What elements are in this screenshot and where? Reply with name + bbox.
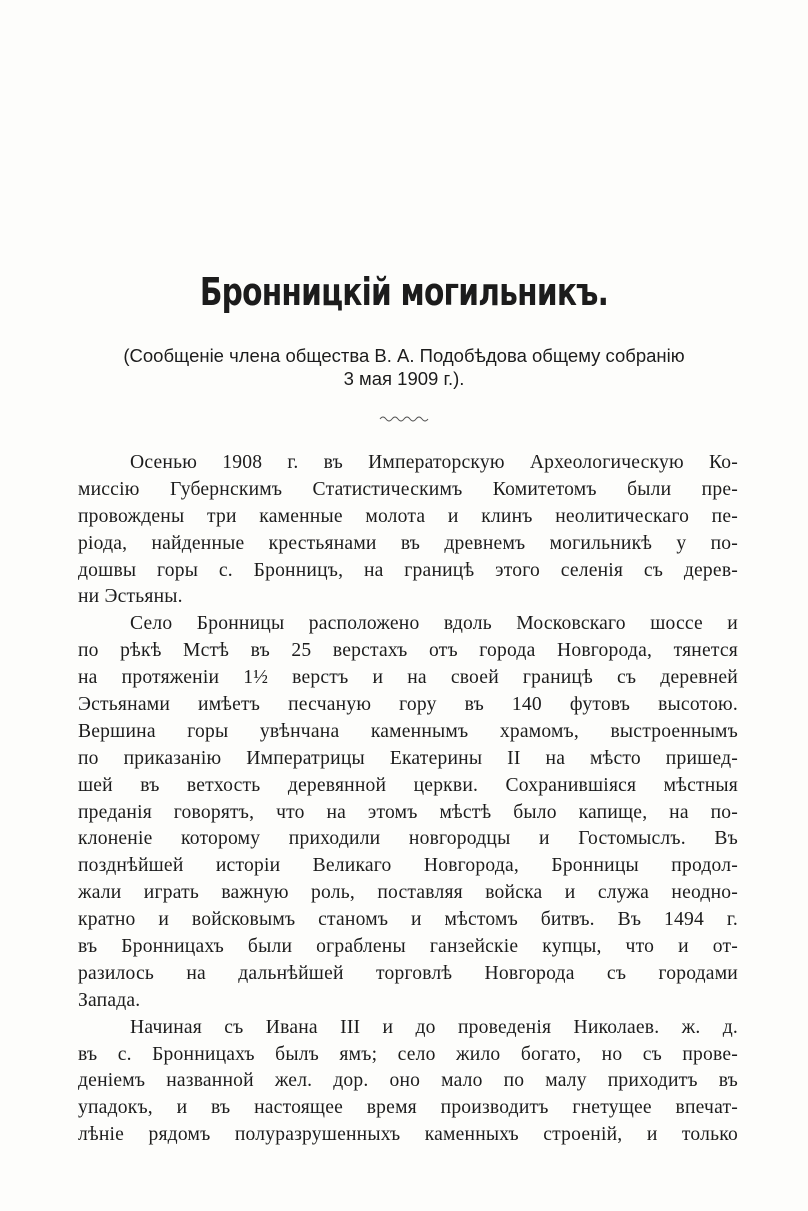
text-line: шей въ ветхость деревянной церкви. Сохранившіяся мѣстныя [78,774,738,796]
text-line: упадокъ, и въ настоящее время производитъ гнетущее впечат- [78,1097,738,1119]
text-line: преданія говорятъ, что на этомъ мѣстѣ было капище, на по- [78,801,738,823]
text-line: деніемъ названной жел. дор. оно мало по малу приходитъ въ [78,1070,738,1092]
text-line: по приказанію Императрицы Екатерины II на мѣсто пришед- [78,747,738,769]
text-line: въ Бронницахъ были ограблены ганзейскіе купцы, что и от- [78,936,738,958]
text-line: разилось на дальнѣйшей торговлѣ Новгорода съ городами [78,962,738,984]
page-title: Бронницкій могильникъ. [199,270,609,314]
text-line: жали играть важную роль, поставляя войска и служа неодно- [78,882,738,904]
text-line: Эстьянами имѣетъ песчаную гору въ 140 футовъ высотою. [78,694,738,716]
text-line: ни Эстьяны. [78,586,183,608]
text-line: провождены три каменные молота и клинъ неолитическаго пе- [78,505,738,527]
text-line: Запада. [78,989,141,1011]
text-line: Начиная съ Ивана III и до проведенія Николаев. ж. д. [130,1016,738,1038]
text-line: ріода, найденные крестьянами въ древнемъ могильникѣ у по- [78,532,738,554]
body-text [78,450,738,1149]
text-line: по рѣкѣ Мстѣ въ 25 верстахъ отъ города Новгорода, тянется [78,640,738,662]
text-line: кратно и войсковымъ станомъ и мѣстомъ битвъ. Въ 1494 г. [78,909,738,931]
text-line: дошвы горы с. Бронницъ, на границѣ этого селенія съ дерев- [78,559,738,581]
text-line: на протяженіи 1½ верстъ и на своей границѣ съ деревней [78,667,738,689]
text-line: лѣніе рядомъ полуразрушенныхъ каменныхъ строеній, и только [78,1124,738,1146]
text-line: миссію Губернскимъ Статистическимъ Комитетомъ были пре- [78,478,738,500]
subtitle [40,344,768,390]
subtitle-line: (Сообщеніе члена общества В. А. Подобѣдова общему собранію [123,345,685,366]
text-line: Осенью 1908 г. въ Императорскую Археологическую Ко- [130,452,738,473]
wavy-divider [379,414,429,424]
text-line: клоненіе которому приходили новгородцы и Гостомыслъ. Въ [78,828,738,850]
subtitle-line: 3 мая 1909 г.). [343,368,465,389]
text-line: Вершина горы увѣнчана каменнымъ храмомъ, выстроеннымъ [78,720,738,742]
text-line: въ с. Бронницахъ былъ ямъ; село жило богато, но съ прове- [78,1043,738,1065]
text-line: Село Бронницы расположено вдоль Московскаго шоссе и [130,613,738,635]
text-line: позднѣйшей исторіи Великаго Новгорода, Бронницы продол- [78,855,738,877]
